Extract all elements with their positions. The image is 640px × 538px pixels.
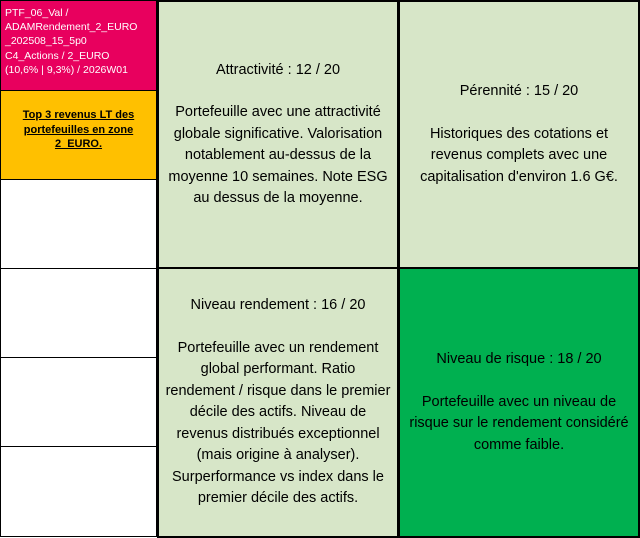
attractivite-panel[interactable] (157, 0, 399, 269)
attractivite-body: Portefeuille avec une attractivité globale significative. Valorisation notablement au-dessus de la moyenne 10 semaines. Note ESG au dessus de la moyenne. (168, 104, 388, 206)
rendement-body: Portefeuille avec un rendement global performant. Ratio rendement / risque dans le premier décile des actifs. Niveau de revenus distribués exceptionnel (mais origine à analyser). Surperformance vs index dans le premier décile des actifs. (165, 339, 391, 507)
perennite-panel[interactable] (398, 0, 640, 269)
rendement-panel[interactable] (157, 267, 399, 538)
portfolio-title-line: _202508_15_5p0 (5, 35, 87, 48)
risque-body: Portefeuille avec un niveau de risque sur le rendement considéré comme faible. (409, 393, 629, 453)
empty-cell[interactable] (0, 268, 157, 358)
portfolio-title-line: (10,6% | 9,3%) / 2026W01 (5, 63, 128, 76)
attractivite-title: Attractivité : 12 / 20 (215, 61, 341, 78)
portfolio-title-cell[interactable] (0, 0, 157, 91)
perennite-body: Historiques des cotations et revenus complets avec une capitalisation d'environ 1.6 G€. (420, 125, 618, 185)
portfolio-title-line: ADAMRendement_2_EURO (5, 21, 138, 34)
empty-cell[interactable] (0, 179, 157, 269)
risque-title: Niveau de risque : 18 / 20 (436, 351, 602, 367)
empty-cell[interactable] (0, 357, 157, 447)
empty-cell[interactable] (0, 446, 157, 537)
rendement-title: Niveau rendement : 16 / 20 (190, 297, 366, 314)
portfolio-title-line: C4_Actions / 2_EURO (5, 49, 110, 62)
top3-link[interactable]: Top 3 revenus LT des portefeuilles en zone 2_EURO. (22, 109, 135, 150)
portfolio-title-line: PTF_06_Val / (5, 7, 69, 19)
top3-link-cell[interactable] (0, 90, 157, 180)
perennite-title: Pérennité : 15 / 20 (459, 83, 579, 99)
risque-panel[interactable] (398, 267, 640, 538)
